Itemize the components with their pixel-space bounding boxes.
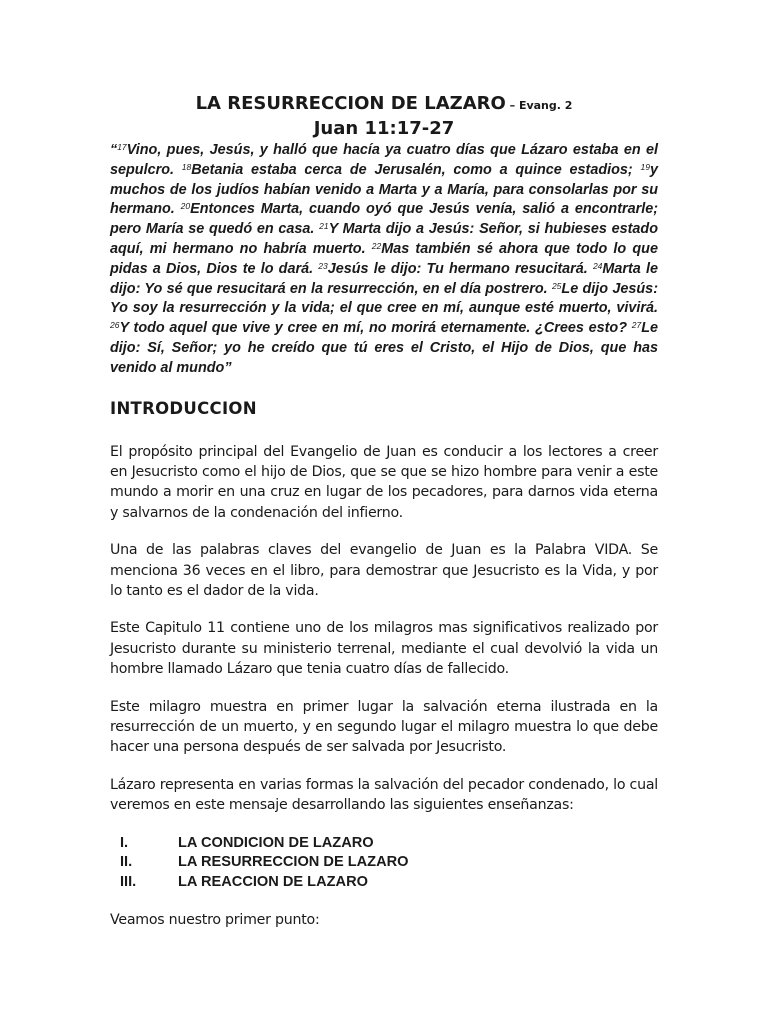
outline-number: III. — [120, 873, 137, 890]
paragraph: Este Capitulo 11 contiene uno de los milagros mas significativos realizado por Jesucristo durante su ministerio terrenal, mediante el cual devolvió la vida un hombre llamado Lázaro que tenia cuatro días de fallecido. — [110, 620, 658, 678]
outline-number: I. — [120, 834, 129, 851]
verse-text: Le dijo: Sí, Señor; yo he creído que tú eres el Cristo, el Hijo de Dios, que has venido al mundo — [110, 320, 658, 376]
open-quote: “ — [110, 142, 118, 158]
outline-list — [110, 834, 658, 893]
verse-number: 20 — [180, 201, 191, 212]
verse-number: 24 — [592, 260, 603, 271]
title-main: LA RESURRECCION DE LAZARO — [195, 93, 506, 114]
verse-number: 23 — [318, 260, 328, 271]
verse-text: Entonces Marta, cuando oyó que Jesús venía, salió a encontrarle; pero María se quedó en casa. — [110, 201, 658, 238]
outline-item — [120, 873, 658, 893]
verse-text: Le dijo Jesús: Yo soy la resurrección y la vida; el que cree en mí, aunque esté muerto, vivirá. — [110, 280, 658, 317]
outline-text: LA RESURRECCION DE LAZARO — [178, 854, 409, 871]
verse-number: 18 — [181, 161, 192, 172]
title-suffix: – Evang. 2 — [505, 99, 573, 112]
verse-number: 27 — [631, 320, 642, 331]
outline-number: II. — [120, 854, 133, 871]
verse-number: 22 — [371, 240, 382, 251]
verse-text: Y todo aquel que vive y cree en mí, no morirá eternamente. ¿Crees esto? — [119, 320, 632, 337]
verse-number: 21 — [319, 221, 329, 232]
document-title — [110, 92, 658, 117]
paragraph: Lázaro representa en varias formas la salvación del pecador condenado, lo cual veremos en este mensaje desarrollando las siguientes enseñanzas: — [110, 776, 658, 814]
outline-text: LA CONDICION DE LAZARO — [178, 834, 374, 851]
outline-item — [120, 853, 658, 873]
scripture-passage — [110, 141, 658, 379]
paragraph: Este milagro muestra en primer lugar la salvación eterna ilustrada en la resurrección de un muerto, y en segundo lugar el milagro muestra lo que debe hacer una persona después de ser salvada por Jesucristo. — [110, 698, 658, 756]
verse-text: Marta le dijo: Yo sé que resucitará en la resurrección, en el día postrero. — [110, 260, 658, 297]
verse-text: Betania estaba cerca de Jerusalén, como a quince estadios; — [191, 161, 641, 178]
verse-number: 26 — [110, 320, 120, 331]
paragraph: Una de las palabras claves del evangelio de Juan es la Palabra VIDA. Se menciona 36 veces en el libro, para demostrar que Jesucristo es la Vida, y por lo tanto es el dador de la vida. — [110, 542, 658, 599]
close-quote: ” — [224, 359, 232, 376]
document-page — [110, 92, 658, 930]
paragraph: El propósito principal del Evangelio de Juan es conducir a los lectores a creer en Jesucristo como el hijo de Dios, que se que se hizo hombre para venir a este mundo a morir en una cruz en lugar de los pecadores, para darnos vida eterna y salvarnos de la condenación del infierno. — [110, 443, 658, 521]
outline-text: LA REACCION DE LAZARO — [178, 873, 368, 890]
verse-text: Y Marta dijo a Jesús: Señor, si hubieses estado aquí, mi hermano no habría muerto. — [110, 221, 658, 257]
verse-number: 17 — [117, 142, 127, 152]
verse-text: Jesús le dijo: Tu hermano resucitará. — [327, 260, 593, 277]
outline-item — [120, 834, 658, 854]
verse-text: Vino, pues, Jesús, y halló que hacía ya cuatro días que Lázaro estaba en el sepulcro. — [110, 142, 658, 178]
closing-line: Veamos nuestro primer punto: — [110, 912, 320, 929]
verse-number: 19 — [640, 161, 650, 172]
verse-text: Mas también sé ahora que todo lo que pidas a Dios, Dios te lo dará. — [110, 240, 658, 277]
verse-text: y muchos de los judíos habían venido a Marta y a María, para consolarlas por su hermano. — [110, 161, 658, 218]
verse-number: 25 — [551, 280, 562, 291]
section-heading: INTRODUCCION — [110, 398, 257, 418]
scripture-reference: Juan 11:17-27 — [313, 118, 455, 139]
